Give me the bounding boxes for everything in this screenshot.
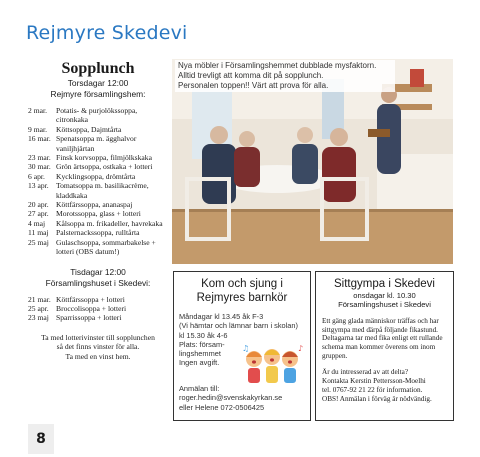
page-title: Rejmyre Skedevi [26,22,188,44]
caption-line: Alltid trevligt att komma dit på sopplunch. [178,71,324,80]
title-line: Kom och sjung i [201,278,283,290]
info-line: Ingen avgift. [179,358,220,368]
rejmyre-menu-list [28,106,168,257]
info-line: Plats: försam- [179,339,225,349]
menu-dish: Potatis- & purjolökssoppa, citronkaka [56,106,138,125]
menu-dish: Finsk korvsoppa, filmjölkskaka [56,153,152,163]
menu-dish: Köttfärssoppa + lotteri [56,294,125,304]
menu-date: 21 mar. [28,294,51,304]
info-line: Måndagar kl 13.45 åk F-3 [179,312,264,321]
menu-date: 16 mar. [28,134,51,144]
menu-date: 25 maj [28,237,49,247]
menu-row [28,125,168,134]
sopplunch-photo [172,59,453,264]
menu-date: 6 apr. [28,171,45,181]
menu-row [28,106,168,125]
page-number: 8 [28,424,54,454]
barnkor-title [174,277,310,305]
note-line: Ta med lotterivinster till sopplunchen [41,332,155,342]
sopplunch-place: Rejmyre församlingshem: [50,89,146,99]
contact-line: Är du intresserad av att delta? [322,368,409,377]
menu-row [28,134,168,153]
menu-row [28,304,168,313]
menu-dish: Broccolisoppa + lotteri [56,303,127,313]
menu-date: 9 mar. [28,124,47,134]
menu-dish: Kålsoppa m. frikadeller, havrekaka [56,218,163,228]
caption-line: Nya möbler i Församlingshemmet dubblade mysfaktorn. [178,61,377,70]
menu-date: 27 apr. [28,209,49,219]
tisdag-time: Tisdagar 12:00 [70,266,126,277]
contact-line: Kontakta Kerstin Pettersson-Moelhi [322,377,426,386]
menu-dish: Palsternackssoppa, rulltårta [56,228,140,238]
menu-dish: Tomatsoppa m. basilikacrème, kladdkaka [56,181,149,200]
sub-line: Församlingshuset i Skedevi [338,300,431,310]
menu-dish: Kycklingsoppa, drömtårta [56,171,136,181]
sopplunch-column [28,58,168,362]
tisdag-place: Församlingshuset i Skedevi: [45,277,151,288]
lotteri-note [28,333,168,362]
title-line: Rejmyres barnkör [196,292,288,304]
menu-date: 13 apr. [28,181,49,191]
menu-row [28,238,168,257]
sittgympa-box [315,271,454,421]
skedevi-menu-list [28,295,168,323]
menu-row [28,153,168,162]
info-line: (Vi hämtar och lämnar barn i skolan) [179,321,298,331]
svg-text:♪: ♪ [298,344,304,353]
sittgympa-title: Sittgympa i Skedevi [334,278,435,290]
sittgympa-contact [322,368,447,404]
menu-dish: Grön ärtsoppa, ostkaka + lotteri [56,162,153,172]
info-line: kl 15.30 åk 4-6 [179,330,228,340]
contact-email: roger.hedin@svenskakyrkan.se [179,393,283,403]
contact-line: tel. 0767-92 21 22 för information. [322,385,423,394]
contact-line: Anmälan till: [179,384,220,393]
menu-row [28,228,168,237]
menu-date: 23 mar. [28,153,51,163]
menu-date: 23 maj [28,313,49,323]
barnkor-box [173,271,311,421]
menu-dish: Sparrissoppa + lotteri [56,313,122,323]
barnkor-contact [179,384,282,412]
photo-caption [175,60,395,92]
note-line: så det finns vinster för alla. [56,342,140,352]
svg-text:♫: ♫ [242,344,250,353]
menu-date: 2 mar. [28,106,47,115]
menu-row [28,172,168,181]
sittgympa-sub [316,291,453,310]
menu-row [28,209,168,218]
menu-dish: Köttfärssoppa, ananaspaj [56,200,133,210]
menu-dish: Gulaschsoppa, sommarbakelse + lotteri (OBS datum!) [56,237,156,257]
sopplunch-time: Torsdagar 12:00 [67,78,129,88]
menu-date: 30 mar. [28,162,51,172]
menu-row [28,200,168,209]
sittgympa-body [316,317,453,404]
menu-date: 20 apr. [28,200,49,210]
note-line: Ta med en vinst hem. [65,351,131,361]
menu-date: 4 maj [28,218,46,228]
menu-dish: Spenatsoppa m. ägghalvor vaniljhjärtan [56,134,137,153]
menu-row [28,313,168,322]
singing-children-illustration [240,343,304,385]
sittgympa-paragraph: Ett gäng glada människor träffas och har sittgympa med därpå följande fikastund. Deltagarna tar med fika enligt ett rullande schema man kommer överens om inom gruppen. [322,316,443,361]
caption-line: Personalen toppen!! Värt att prova för alla. [178,81,329,90]
menu-dish: Köttsoppa, Dajmtårta [56,124,122,134]
menu-date: 11 maj [28,228,49,238]
menu-row [28,181,168,200]
menu-dish: Morotssoppa, glass + lotteri [56,209,141,219]
menu-row [28,295,168,304]
menu-date: 25 apr. [28,303,49,313]
sub-line: onsdagar kl. 10.30 [353,291,416,300]
menu-row [28,162,168,171]
menu-row [28,219,168,228]
sopplunch-title: Sopplunch [61,60,135,77]
contact-line: OBS! Anmälan i förväg är nödvändig. [322,394,432,403]
info-line: lingshemmet [179,349,221,359]
contact-line: eller Helene 072-0506425 [179,402,265,412]
